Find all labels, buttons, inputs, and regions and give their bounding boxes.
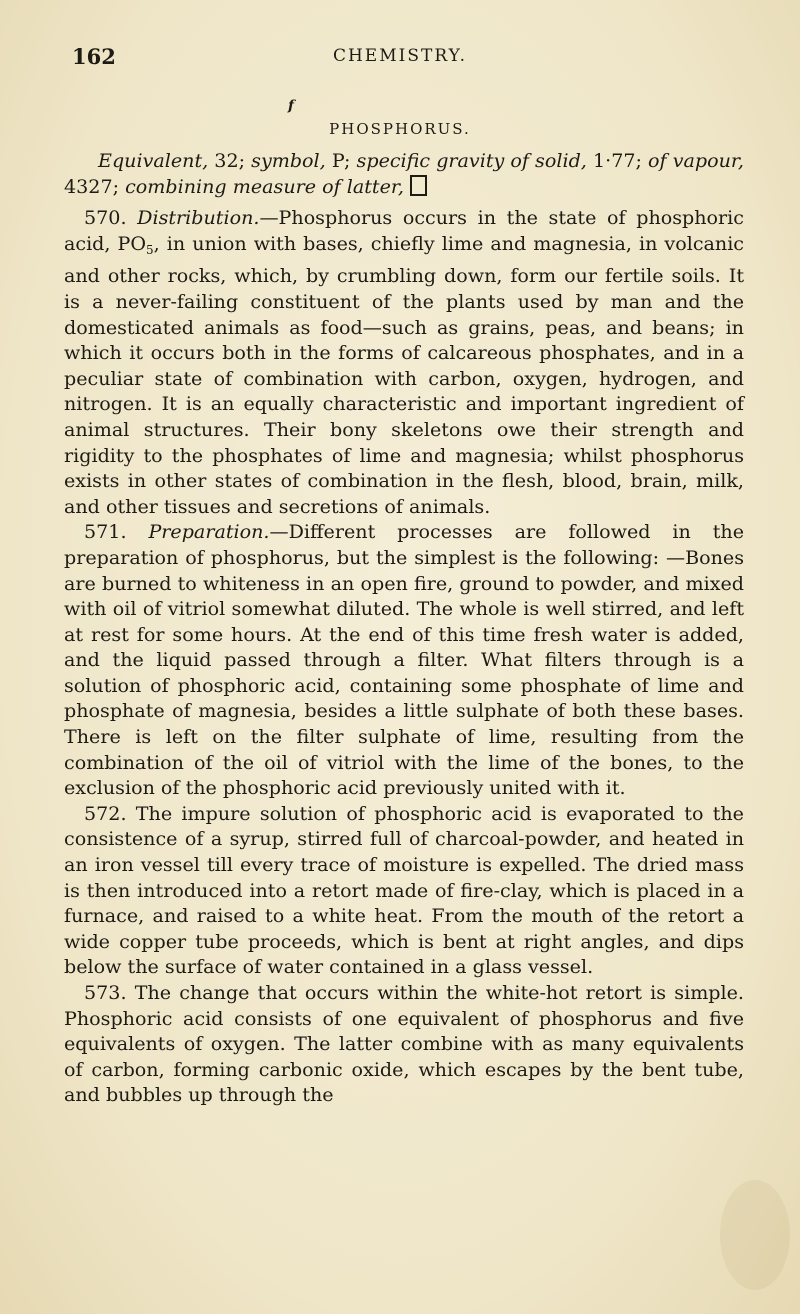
stray-mark: f <box>288 98 295 114</box>
running-title: CHEMISTRY. <box>332 46 468 66</box>
section-title: PHOSPHORUS. <box>329 120 471 138</box>
properties-line: Equivalent, 32; symbol, P; specific gravity of solid, 1·77; of vapour, 4327; combining measure of latter, <box>64 149 744 198</box>
paragraph-572: 572. The impure solution of phosphoric acid is evaporated to the consistence of a syrup, stirred full of charcoal-powder, and heated in an iron vessel till every trace of moisture is expelled. The dried mass is then introduced into a retort made of fire-clay, which is placed in a furnace, and raised to a white heat. From the mouth of the retort a wide copper tube proceeds, which is bent at right angles, and dips below the surface of water contained in a glass vessel. <box>64 801 744 979</box>
paragraph-573: 573. The change that occurs within the white-hot retort is simple. Phosphoric acid consists of one equivalent of phosphorus and five equivalents of oxygen. The latter combine with as many equivalents of carbon, forming carbonic oxide, which escapes by the bent tube, and bubbles up through the <box>64 981 744 1107</box>
paragraph-571: 571. Preparation.—Different processes are followed in the preparation of phosphorus, but the simplest is the following: —Bones are burned to whiteness in an open fire, ground to powder, and mixed with oil of vitriol somewhat diluted. The whole is well stirred, and left at rest for some hours. At the end of this time fresh water is added, and the liquid passed through a filter. What filters through is a solution of phosphoric acid, containing some phosphate of lime and phosphate of magnesia, besides a little sulphate of both these bases. There is left on the filter sulphate of lime, resulting from the combination of the oil of vitriol with the lime of the bones, to the exclusion of the phosphoric acid previously united with it. <box>64 520 744 800</box>
page-number: 162 <box>72 44 116 69</box>
square-volume-symbol-icon <box>410 175 427 196</box>
paragraph-570: 570. Distribution.—Phosphorus occurs in the state of phosphoric acid, $PO_5$, in union with bases, chiefly lime and magnesia, in volcanic and other rocks, which, by crumbling down, form our fertile soils. It is a never-failing constituent of the plants used by man and the domesticated animals as food—such as grains, peas, and beans; in which it occurs both in the forms of calcareous phosphates, and in a peculiar state of combination with carbon, oxygen, hydrogen, and nitrogen. It is an equally characteristic and important ingredient of animal structures. Their bony skeletons owe their strength and rigidity to the phosphates of lime and magnesia; whilst phosphorus exists in other states of combination in the flesh, blood, brain, milk, and other tissues and secretions of animals. <box>64 206 745 518</box>
running-head <box>72 44 728 74</box>
page-stain <box>720 1180 790 1290</box>
body-text <box>64 148 744 1108</box>
